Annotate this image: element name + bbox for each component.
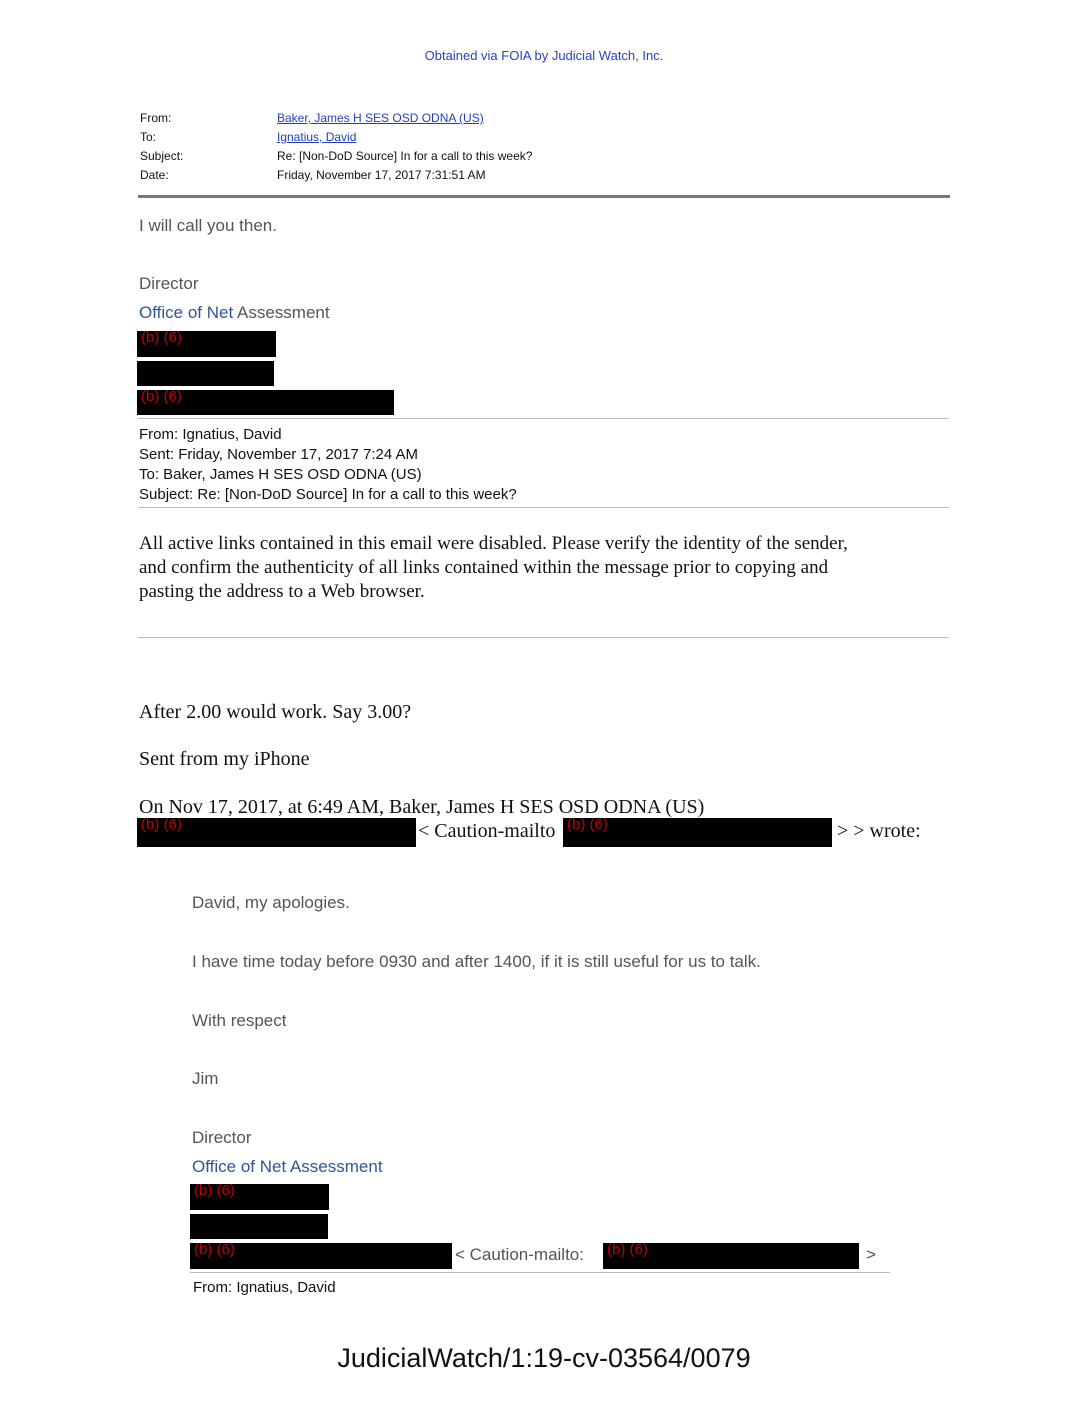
warning-line: pasting the address to a Web browser. bbox=[139, 581, 425, 602]
foia-banner: Obtained via FOIA by Judicial Watch, Inc. bbox=[424, 48, 664, 63]
from-label: From: bbox=[140, 111, 172, 125]
subject-value: Re: [Non-DoD Source] In for a call to this week? bbox=[277, 149, 533, 163]
from-link[interactable]: Baker, James H SES OSD ODNA (US) bbox=[277, 111, 484, 125]
redaction-box bbox=[137, 390, 394, 415]
redaction-box bbox=[190, 1214, 328, 1239]
quoted-to: To: Baker, James H SES OSD ODNA (US) bbox=[139, 466, 422, 483]
redaction-box bbox=[137, 818, 416, 847]
redaction-code: (b) (6) bbox=[141, 388, 182, 405]
warning-line: and confirm the authenticity of all links contained within the message prior to copying and bbox=[139, 557, 829, 578]
redaction-box bbox=[603, 1243, 859, 1269]
signature-office bbox=[139, 303, 330, 323]
redaction-code: (b) (6) bbox=[194, 1241, 235, 1258]
quote-divider bbox=[138, 418, 949, 419]
quoted-subject: Subject: Re: [Non-DoD Source] In for a call to this week? bbox=[139, 486, 517, 503]
redaction-code: (b) (6) bbox=[194, 1182, 235, 1199]
header-divider bbox=[138, 195, 950, 198]
message-body: After 2.00 would work. Say 3.00? bbox=[139, 701, 412, 723]
bates-footer: JudicialWatch/1:19-cv-03564/0079 bbox=[337, 1343, 751, 1373]
quote-divider bbox=[190, 1272, 890, 1273]
signature-office-name: Office of Net bbox=[139, 303, 234, 322]
quoted-sent: Sent: Friday, November 17, 2017 7:24 AM bbox=[139, 446, 419, 463]
date-value: Friday, November 17, 2017 7:31:51 AM bbox=[277, 168, 486, 182]
to-label: To: bbox=[140, 130, 157, 144]
quoted-signature-title: Director bbox=[192, 1128, 252, 1147]
warning-line: All active links contained in this email were disabled. Please verify the identity of the sender, bbox=[139, 533, 848, 554]
quote-divider bbox=[138, 507, 949, 508]
quoted-name: Jim bbox=[192, 1069, 219, 1088]
redaction-code: (b) (6) bbox=[141, 816, 182, 833]
quoted-end-bracket: > bbox=[866, 1245, 876, 1264]
quoted-from: From: Ignatius, David bbox=[193, 1279, 336, 1296]
subject-label: Subject: bbox=[140, 149, 184, 163]
warning-divider bbox=[138, 637, 949, 638]
signature-title: Director bbox=[139, 274, 199, 293]
redaction-box bbox=[190, 1243, 452, 1269]
quoted-signature-office: Office of Net Assessment bbox=[192, 1157, 383, 1176]
redaction-code: (b) (6) bbox=[141, 329, 182, 346]
redaction-box bbox=[190, 1184, 329, 1210]
signature-office-unit: Assessment bbox=[236, 303, 330, 322]
redaction-code: (b) (6) bbox=[567, 816, 608, 833]
to-link[interactable]: Ignatius, David bbox=[277, 130, 357, 144]
date-label: Date: bbox=[140, 168, 169, 182]
attribution-line: On Nov 17, 2017, at 6:49 AM, Baker, James H SES OSD ODNA (US) bbox=[139, 796, 705, 818]
wrote-suffix: > > wrote: bbox=[837, 820, 921, 842]
redaction-box bbox=[137, 331, 276, 357]
quoted-closing: With respect bbox=[192, 1011, 287, 1030]
redaction-code: (b) (6) bbox=[607, 1241, 648, 1258]
caution-mailto: < Caution-mailto bbox=[418, 820, 556, 842]
reply-body: I will call you then. bbox=[139, 216, 277, 235]
quoted-caution-mailto: < Caution-mailto: bbox=[455, 1245, 584, 1264]
quoted-from: From: Ignatius, David bbox=[139, 426, 282, 443]
sent-from-line: Sent from my iPhone bbox=[139, 748, 310, 770]
quoted-body: I have time today before 0930 and after 1400, if it is still useful for us to talk. bbox=[192, 952, 761, 971]
redaction-box bbox=[563, 818, 832, 847]
redaction-box bbox=[137, 361, 274, 386]
quoted-greeting: David, my apologies. bbox=[192, 893, 350, 912]
